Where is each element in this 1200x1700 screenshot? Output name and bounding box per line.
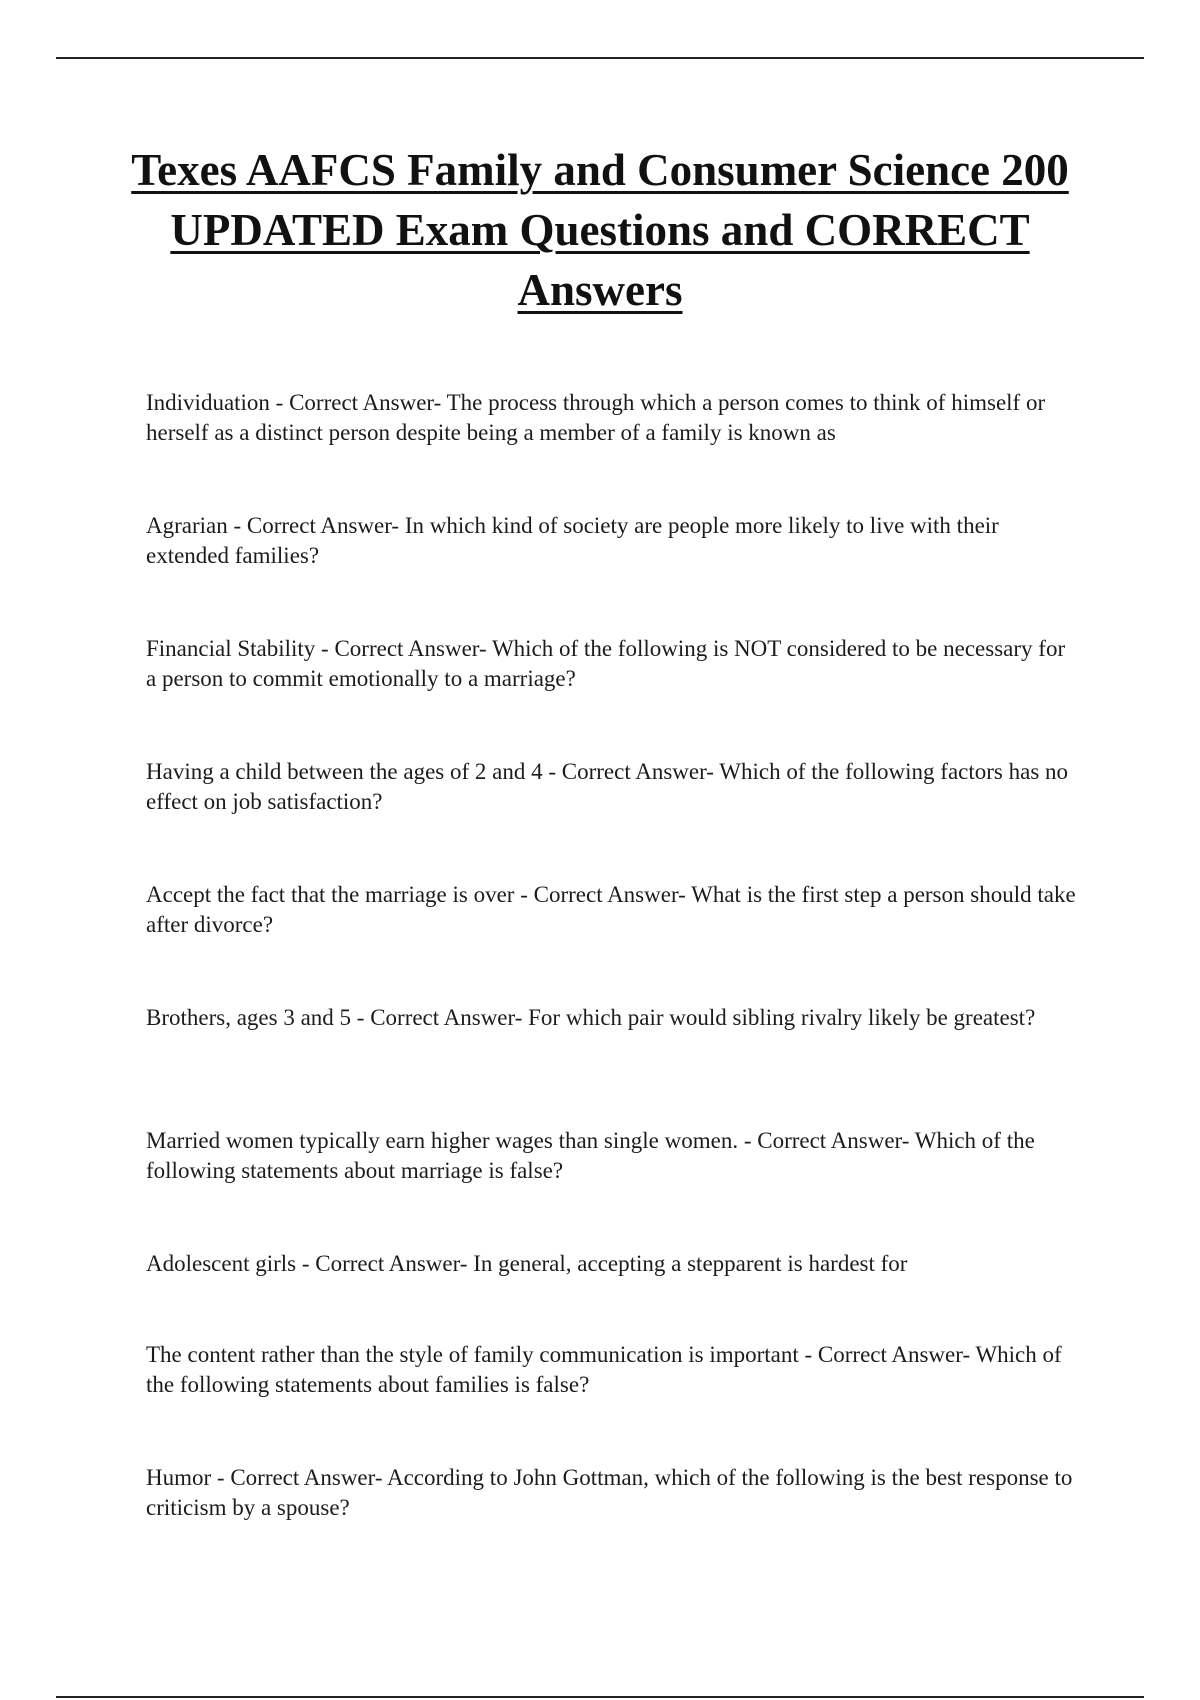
qa-item: Agrarian - Correct Answer- In which kind of society are people more likely to live with their extended families?: [146, 513, 999, 568]
qa-item: The content rather than the style of family communication is important - Correct Answer- Which of the following statements about families is false?: [146, 1342, 1062, 1397]
qa-item: Married women typically earn higher wages than single women. - Correct Answer- Which of the following statements about marriage is false?: [146, 1128, 1035, 1183]
qa-item: Individuation - Correct Answer- The process through which a person comes to think of himself or herself as a distinct person despite being a member of a family is known as: [146, 390, 1046, 445]
qa-item: Adolescent girls - Correct Answer- In general, accepting a stepparent is hardest for: [146, 1251, 908, 1276]
top-rule: [56, 57, 1144, 59]
qa-item: Financial Stability - Correct Answer- Which of the following is NOT considered to be necessary for a person to commit emotionally to a marriage?: [146, 636, 1066, 691]
document-title: Texes AAFCS Family and Consumer Science 200 UPDATED Exam Questions and CORRECT Answers: [131, 145, 1069, 315]
qa-item: Humor - Correct Answer- According to John Gottman, which of the following is the best response to criticism by a spouse?: [146, 1465, 1073, 1520]
bottom-rule: [56, 1696, 1144, 1698]
qa-list: [146, 388, 1076, 1586]
qa-item: Having a child between the ages of 2 and 4 - Correct Answer- Which of the following factors has no effect on job satisfaction?: [146, 759, 1069, 814]
qa-item: Accept the fact that the marriage is over - Correct Answer- What is the first step a person should take after divorce?: [146, 882, 1076, 937]
qa-item: Brothers, ages 3 and 5 - Correct Answer- For which pair would sibling rivalry likely be greatest?: [146, 1005, 1036, 1030]
